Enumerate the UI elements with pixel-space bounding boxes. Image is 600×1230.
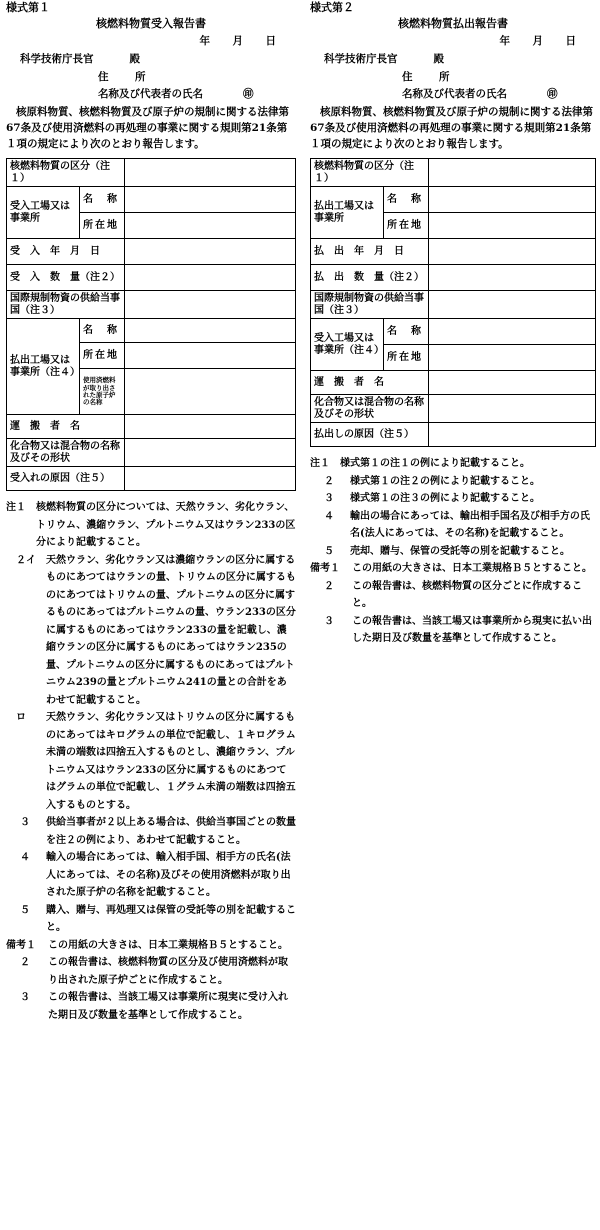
note-text: 輸入の場合にあっては、輸入相手国、相手方の氏名(法人にあっては、その名称)及びその使用済燃料が取り出された原子炉の名称を記載すること。 [46, 852, 291, 899]
notes-section [310, 455, 596, 648]
value-cell[interactable] [429, 395, 596, 423]
remark-text: この用紙の大きさは、日本工業規格Ｂ５とすること。 [48, 939, 288, 951]
remark-number: ２ [20, 957, 30, 969]
note-number: ２ [324, 475, 334, 487]
remark-item [310, 613, 596, 648]
sub-label: 名 称 [80, 319, 125, 343]
remark-item [6, 989, 296, 1024]
note-number: ３ [20, 817, 30, 829]
remark-number: ３ [20, 992, 30, 1004]
table-row [311, 395, 596, 423]
table-row [7, 239, 296, 265]
note-number: 注１ [310, 458, 330, 470]
value-cell[interactable] [125, 369, 296, 415]
date-line: 年 月 日 [499, 35, 582, 47]
note-item [310, 473, 596, 491]
sub-label: 所在地 [80, 343, 125, 369]
value-cell[interactable] [125, 439, 296, 467]
note-number: ５ [324, 545, 334, 557]
value-cell[interactable] [125, 467, 296, 491]
row-label: 国際規制物資の供給当事国（注３） [7, 291, 125, 319]
row-label: 受入工場又は事業所 [7, 187, 80, 239]
value-cell[interactable] [429, 319, 596, 345]
note-text: 天然ウラン、劣化ウラン又は濃縮ウランの区分に属するものにあつてはウランの量、トリウムの区分に属するものにあつてはトリウムの量、プルトニウムの区分に属するものにあってはプルトニウムの量、ウラン233の区分に属するものにあってはウラン233の量を記載し、濃縮ウランの区分に属するものにあってはウラン235の量、プルトニウムの区分に属するものにあってはプルトニウム239の量とプルトニウム241の量との合計をあわせて記載すること。 [46, 554, 296, 706]
addressee-line [6, 52, 296, 70]
remark-number: ２ [324, 580, 334, 592]
note-item [310, 508, 596, 543]
value-cell[interactable] [125, 159, 296, 187]
addressee-suffix: 殿 [129, 53, 140, 65]
note-item [6, 902, 296, 937]
name-label: 名称及び代表者の氏名 [98, 88, 203, 100]
note-text: 天然ウラン、劣化ウラン又はトリウムの区分に属するものにあってはキログラムの単位で記載し、１キログラム未満の端数は四捨五入するものとし、濃縮ウラン、プルトニウム又はウラン233の区分に属するものにあつてはグラムの単位で記載し、１グラム未満の端数は四捨五入するものとする。 [46, 712, 296, 811]
table-row [7, 187, 296, 213]
addressee: 科学技術庁長官 [20, 53, 94, 65]
remark-item [6, 954, 296, 989]
note-item [6, 709, 296, 814]
note-item [6, 499, 296, 552]
note-item [6, 849, 296, 902]
value-cell[interactable] [429, 213, 596, 239]
seal-mark: ㊞ [547, 88, 558, 100]
name-label: 名称及び代表者の氏名 [402, 88, 507, 100]
form-number: 様式第１ [6, 1, 50, 14]
name-line [6, 87, 296, 105]
table-row [311, 265, 596, 291]
value-cell[interactable] [125, 187, 296, 213]
value-cell[interactable] [429, 291, 596, 319]
report-table [310, 158, 596, 447]
row-label: 運 搬 者 名 [7, 415, 125, 439]
row-label: 核燃料物質の区分（注１） [7, 159, 125, 187]
row-label: 国際規制物資の供給当事国（注３） [311, 291, 429, 319]
sub-label: 使用済燃料が取り出された原子炉の名称 [80, 369, 125, 415]
value-cell[interactable] [125, 265, 296, 291]
row-label: 払出工場又は事業所（注４） [7, 319, 80, 415]
note-number: ロ [16, 712, 26, 724]
remark-text: この報告書は、核燃料物質の区分及び使用済燃料が取り出された原子炉ごとに作成すること。 [48, 957, 288, 986]
value-cell[interactable] [125, 239, 296, 265]
row-label: 払出しの原因（注５） [311, 423, 429, 447]
note-item [310, 543, 596, 561]
sub-label: 所在地 [384, 213, 429, 239]
note-number: ４ [20, 852, 30, 864]
note-item [6, 814, 296, 849]
remark-number: ３ [324, 615, 334, 627]
remark-item [6, 937, 296, 955]
value-cell[interactable] [429, 345, 596, 371]
row-label: 受 入 数 量（注２） [7, 265, 125, 291]
name-line [310, 87, 596, 105]
remark-text: この報告書は、当該工場又は事業所から現実に払い出した期日及び数量を基準として作成すること。 [352, 615, 592, 645]
value-cell[interactable] [429, 423, 596, 447]
note-text: 核燃料物質の区分については、天然ウラン、劣化ウラン、トリウム、濃縮ウラン、プルトニウム又はウラン233の区分により記載すること。 [36, 502, 296, 549]
table-row [7, 439, 296, 467]
note-text: 売却、贈与、保管の受託等の別を記載すること。 [350, 545, 570, 557]
value-cell[interactable] [429, 187, 596, 213]
table-row [311, 291, 596, 319]
value-cell[interactable] [429, 159, 596, 187]
table-row [311, 423, 596, 447]
address-label: 住 所 [402, 71, 458, 83]
note-text: 様式第１の注１の例により記載すること。 [340, 458, 530, 470]
row-label: 核燃料物質の区分（注１） [311, 159, 429, 187]
table-row [311, 319, 596, 345]
remark-item [310, 560, 596, 578]
form-title: 核燃料物質受入報告書 [96, 17, 206, 30]
note-item [6, 552, 296, 710]
form-1 [6, 0, 296, 1024]
table-row [7, 319, 296, 343]
sub-label: 名 称 [384, 187, 429, 213]
row-label: 化合物又は混合物の名称及びその形状 [7, 439, 125, 467]
note-text: 供給当事者が２以上ある場合は、供給当事国ごとの数量を注２の例により、あわせて記載すること。 [46, 817, 296, 846]
remark-text: この報告書は、当該工場又は事業所に現実に受け入れた期日及び数量を基準として作成すること。 [48, 992, 288, 1021]
intro-text: 核原料物質、核燃料物質及び原子炉の規制に関する法律第67条及び使用済燃料の再処理の事業に関する規則第21条第１項の規定により次のとおり報告します。 [310, 106, 593, 150]
value-cell[interactable] [125, 415, 296, 439]
row-label: 化合物又は混合物の名称及びその形状 [311, 395, 429, 423]
note-number: ２イ [16, 554, 36, 566]
note-number: ５ [20, 904, 30, 916]
note-item [310, 490, 596, 508]
form-title: 核燃料物質払出報告書 [398, 17, 508, 30]
remark-number: 備考１ [310, 563, 340, 575]
table-row [7, 467, 296, 491]
row-label: 払 出 数 量（注２） [311, 265, 429, 291]
addressee-suffix: 殿 [433, 53, 444, 65]
row-label: 受入工場又は事業所（注４） [311, 319, 384, 371]
remark-text: この報告書は、核燃料物質の区分ごとに作成すること。 [352, 580, 582, 610]
value-cell[interactable] [125, 319, 296, 343]
value-cell[interactable] [125, 343, 296, 369]
address-label: 住 所 [98, 71, 154, 83]
value-cell[interactable] [429, 371, 596, 395]
row-label: 払出工場又は事業所 [311, 187, 384, 239]
table-row [311, 239, 596, 265]
form-2 [310, 0, 596, 648]
addressee-line [310, 52, 596, 70]
value-cell[interactable] [125, 213, 296, 239]
note-text: 様式第１の注３の例により記載すること。 [350, 493, 540, 505]
note-number: 注１ [6, 502, 26, 514]
value-cell[interactable] [125, 291, 296, 319]
sub-label: 名 称 [80, 187, 125, 213]
sub-label: 所在地 [80, 213, 125, 239]
note-number: ３ [324, 493, 334, 505]
value-cell[interactable] [429, 239, 596, 265]
seal-mark: ㊞ [243, 88, 254, 100]
table-row [7, 159, 296, 187]
notes-section [6, 499, 296, 1024]
table-row [311, 371, 596, 395]
note-text: 購入、贈与、再処理又は保管の受託等の別を記載すること。 [46, 904, 296, 934]
note-text: 輸出の場合にあっては、輸出相手国名及び相手方の氏名(法人にあっては、その名称)を記載すること。 [350, 510, 590, 540]
form-number: 様式第２ [310, 1, 354, 14]
note-item [310, 455, 596, 473]
date-line: 年 月 日 [199, 35, 282, 47]
table-row [7, 291, 296, 319]
row-label: 受 入 年 月 日 [7, 239, 125, 265]
remark-number: 備考１ [6, 939, 36, 951]
remark-item [310, 578, 596, 613]
table-row [311, 159, 596, 187]
table-row [311, 187, 596, 213]
intro-text: 核原料物質、核燃料物質及び原子炉の規制に関する法律第67条及び使用済燃料の再処理の事業に関する規則第21条第１項の規定により次のとおり報告します。 [6, 106, 289, 150]
note-text: 様式第１の注２の例により記載すること。 [350, 475, 540, 487]
report-table [6, 158, 296, 491]
row-label: 運 搬 者 名 [311, 371, 429, 395]
value-cell[interactable] [429, 265, 596, 291]
sub-label: 名 称 [384, 319, 429, 345]
row-label: 払 出 年 月 日 [311, 239, 429, 265]
note-number: ４ [324, 510, 334, 522]
addressee: 科学技術庁長官 [324, 53, 398, 65]
table-row [7, 265, 296, 291]
table-row [7, 415, 296, 439]
sub-label: 所在地 [384, 345, 429, 371]
remark-text: この用紙の大きさは、日本工業規格Ｂ５とすること。 [352, 563, 592, 575]
row-label: 受入れの原因（注５） [7, 467, 125, 491]
